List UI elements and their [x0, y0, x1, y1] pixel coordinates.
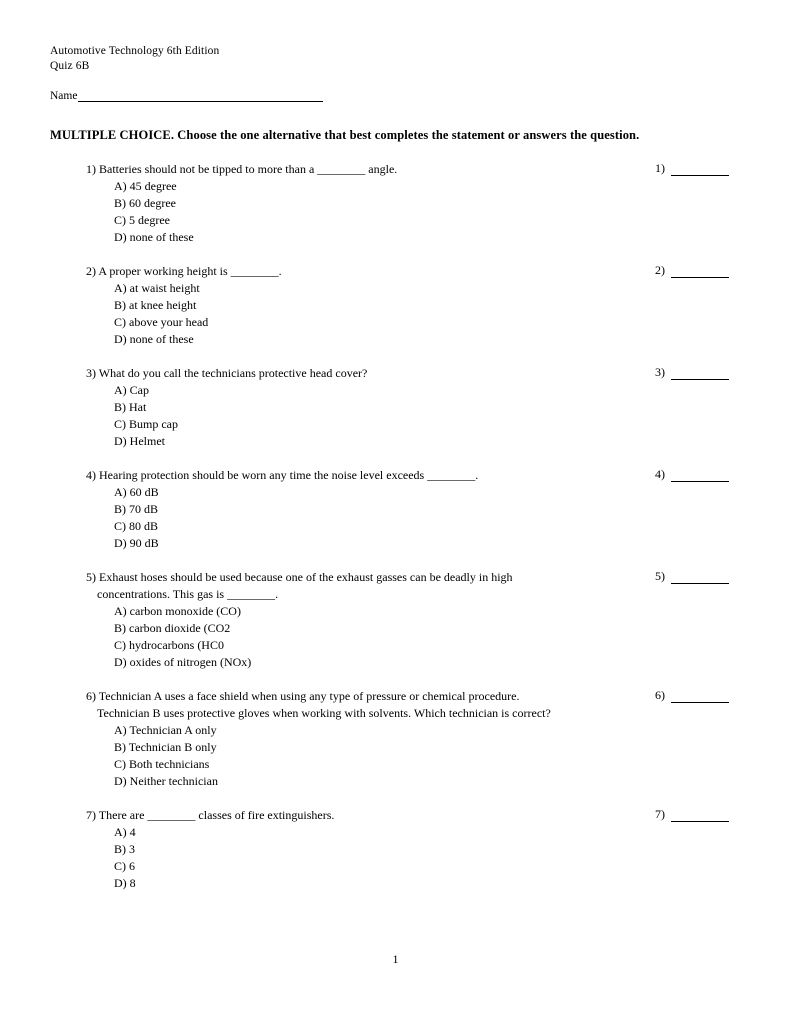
choice-option[interactable]: A) 60 dB	[114, 485, 159, 499]
question-text: Batteries should not be tipped to more than a ________ angle.	[99, 162, 398, 176]
answer-blank-line[interactable]	[671, 572, 729, 584]
choice-option[interactable]: D) Helmet	[114, 434, 165, 448]
choice-list	[86, 280, 750, 348]
question-stem	[86, 688, 666, 722]
choice-option[interactable]: C) Both technicians	[114, 757, 210, 771]
choice-option[interactable]: A) at waist height	[114, 281, 200, 295]
question-stem	[86, 263, 666, 280]
choice-option[interactable]: B) at knee height	[114, 298, 197, 312]
choice-option[interactable]: D) oxides of nitrogen (NOx)	[114, 655, 252, 669]
answer-slot	[655, 807, 750, 822]
question-stem	[86, 807, 666, 824]
answer-slot	[655, 365, 750, 380]
question-text: There are ________ classes of fire extinguishers.	[98, 808, 335, 822]
page-number: 1	[392, 952, 399, 966]
question-stem	[86, 161, 666, 178]
answer-blank-line[interactable]	[671, 164, 729, 176]
question-number: 4)	[86, 468, 96, 482]
choice-option[interactable]: C) 6	[114, 859, 135, 873]
choice-option[interactable]: B) 70 dB	[114, 502, 159, 516]
choice-list	[86, 484, 750, 552]
question-text: Hearing protection should be worn any time the noise level exceeds ________.	[99, 468, 479, 482]
name-input-line[interactable]	[78, 91, 323, 102]
choice-option[interactable]: C) hydrocarbons (HC0	[114, 638, 224, 652]
question-item	[50, 807, 750, 892]
answer-number: 2)	[655, 263, 665, 277]
question-number: 6)	[86, 689, 96, 703]
choice-option[interactable]: A) carbon monoxide (CO)	[114, 604, 241, 618]
answer-slot	[655, 569, 750, 584]
choice-option[interactable]: D) none of these	[114, 230, 194, 244]
name-field-row	[50, 90, 750, 102]
answer-number: 3)	[655, 365, 665, 379]
question-item	[50, 161, 750, 246]
choice-option[interactable]: B) 60 degree	[114, 196, 176, 210]
choice-option[interactable]: B) 3	[114, 842, 135, 856]
choice-option[interactable]: D) Neither technician	[114, 774, 218, 788]
choice-list	[86, 603, 750, 671]
answer-number: 5)	[655, 569, 665, 583]
answer-blank-line[interactable]	[671, 266, 729, 278]
questions-list	[50, 161, 750, 892]
question-stem	[86, 569, 666, 603]
choice-option[interactable]: C) Bump cap	[114, 417, 178, 431]
course-title: Automotive Technology 6th Edition	[50, 45, 220, 57]
choice-list	[86, 178, 750, 246]
choice-option[interactable]: A) Cap	[114, 383, 149, 397]
question-stem	[86, 467, 666, 484]
choice-option[interactable]: A) Technician A only	[114, 723, 217, 737]
choice-option[interactable]: B) Hat	[114, 400, 147, 414]
answer-slot	[655, 467, 750, 482]
document-body	[50, 44, 750, 909]
answer-number: 1)	[655, 161, 665, 175]
name-label: Name	[50, 90, 78, 102]
question-item	[50, 688, 750, 790]
choice-option[interactable]: C) 80 dB	[114, 519, 159, 533]
choice-option[interactable]: B) carbon dioxide (CO2	[114, 621, 231, 635]
answer-blank-line[interactable]	[671, 368, 729, 380]
choice-option[interactable]: A) 45 degree	[114, 179, 177, 193]
answer-blank-line[interactable]	[671, 691, 729, 703]
question-number: 7)	[86, 808, 96, 822]
answer-number: 4)	[655, 467, 665, 481]
question-number: 5)	[86, 570, 96, 584]
question-text: A proper working height is ________.	[98, 264, 282, 278]
choice-list	[86, 824, 750, 892]
question-item	[50, 569, 750, 671]
question-number: 1)	[86, 162, 96, 176]
choice-option[interactable]: B) Technician B only	[114, 740, 217, 754]
choice-option[interactable]: D) 90 dB	[114, 536, 159, 550]
answer-slot	[655, 161, 750, 176]
question-text-continued: concentrations. This gas is ________.	[97, 587, 279, 601]
answer-slot	[655, 688, 750, 703]
question-text: What do you call the technicians protective head cover?	[98, 366, 368, 380]
answer-slot	[655, 263, 750, 278]
choice-option[interactable]: A) 4	[114, 825, 136, 839]
choice-option[interactable]: D) 8	[114, 876, 136, 890]
quiz-title: Quiz 6B	[50, 60, 90, 72]
question-item	[50, 263, 750, 348]
question-item	[50, 467, 750, 552]
choice-option[interactable]: C) 5 degree	[114, 213, 170, 227]
question-text: Technician A uses a face shield when using any type of pressure or chemical procedure.	[98, 689, 520, 703]
answer-blank-line[interactable]	[671, 810, 729, 822]
question-stem	[86, 365, 666, 382]
choice-option[interactable]: D) none of these	[114, 332, 194, 346]
choice-list	[86, 382, 750, 450]
choice-option[interactable]: C) above your head	[114, 315, 209, 329]
question-text-continued: Technician B uses protective gloves when working with solvents. Which technician is correct?	[97, 706, 551, 720]
answer-number: 6)	[655, 688, 665, 702]
question-item	[50, 365, 750, 450]
answer-number: 7)	[655, 807, 665, 821]
instructions-text: MULTIPLE CHOICE. Choose the one alternative that best completes the statement or answers the question.	[50, 128, 640, 142]
question-number: 3)	[86, 366, 96, 380]
answer-blank-line[interactable]	[671, 470, 729, 482]
question-number: 2)	[86, 264, 96, 278]
question-text: Exhaust hoses should be used because one of the exhaust gasses can be deadly in high	[99, 570, 513, 584]
choice-list	[86, 722, 750, 790]
